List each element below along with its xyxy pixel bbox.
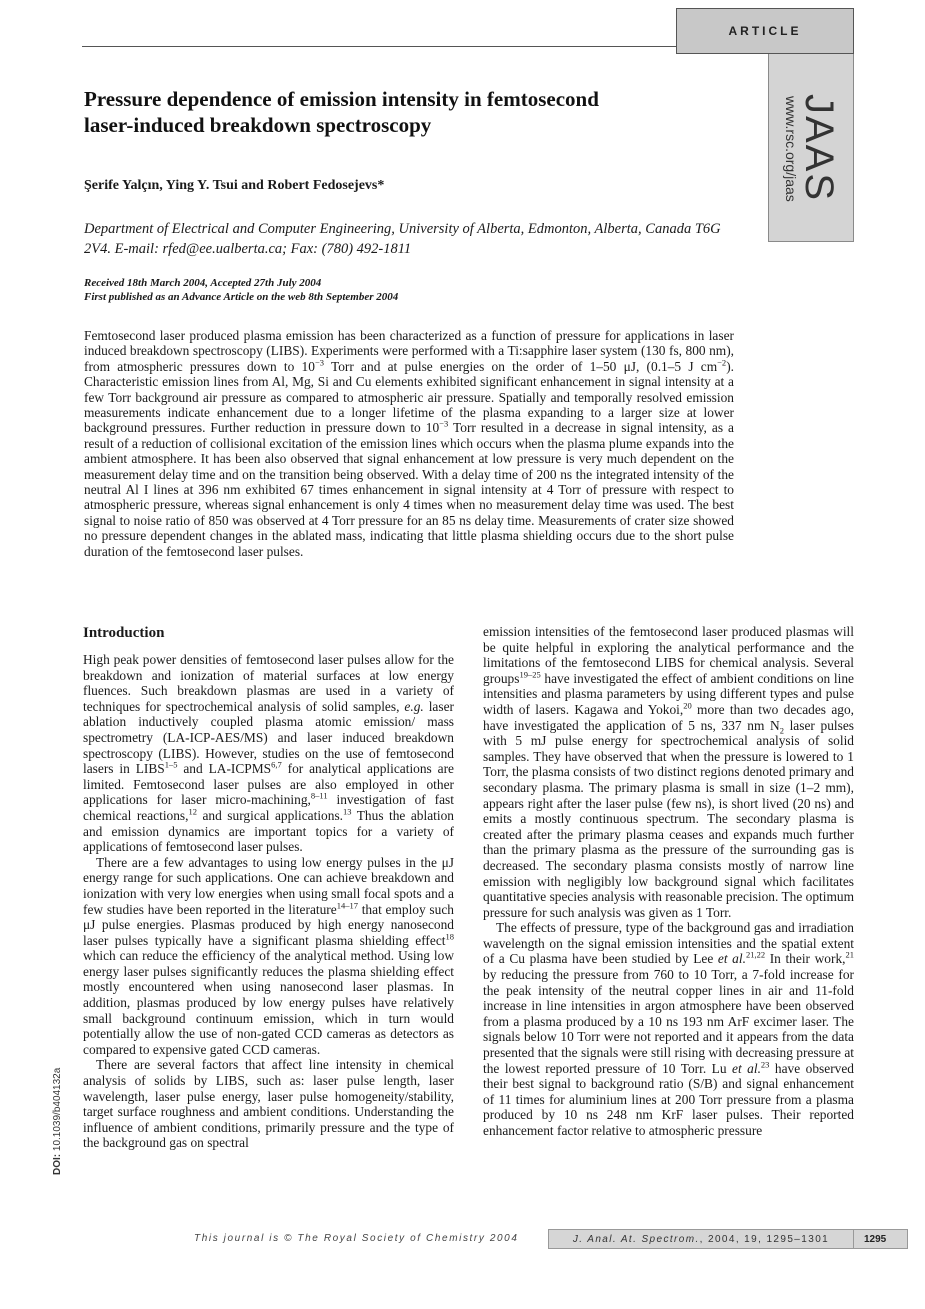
doi-value[interactable]: 10.1039/b404132a bbox=[52, 1067, 63, 1152]
footer-citation: J. Anal. At. Spectrom. , 2004, 19, 1295–1301 bbox=[548, 1229, 854, 1249]
dates bbox=[84, 276, 398, 304]
body-column-left bbox=[83, 624, 454, 1151]
body-column-right bbox=[483, 624, 854, 1139]
affiliation: Department of Electrical and Computer Engineering, University of Alberta, Edmonton, Alberta, Canada T6G 2V4. E-mail: rfed@ee.ualberta.ca; Fax: (780) 492-1811 bbox=[84, 221, 721, 257]
authors: Şerife Yalçın, Ying Y. Tsui and Robert Fedosejevs* bbox=[84, 178, 385, 193]
abstract: Femtosecond laser produced plasma emission has been characterized as a function of pressure for applications in laser induced breakdown spectroscopy (LIBS). Experiments were performed with a Ti:sapphire laser system (130 fs, 800 nm), from atmospheric pressures down to $10^{-3}$ Torr and at pulse energies on the order of 1–50 μJ, (0.1–5 J $cm^{-2}$). Characteristic emission lines from Al, Mg, Si and Cu elements exhibited significant enhancement in signal intensity at a few Torr background air pressure as compared to atmospheric air pressure. Spatially and temporally resolved emission measurements indicate enhancement due to a longer lifetime of the plasma expanding to a larger size at lower background pressures. Further reduction in pressure down to $10^{-3}$ Torr resulted in a decrease in signal intensity, as a result of a reduction of collisional excitation of the emission lines which occurs when the plasma plume expands into the ambient atmosphere. It has been also observed that signal enhancement at low pressure is very much dependent on the measurement delay time and on the transition being observed. With a delay time of 200 ns the integrated intensity of the neutral Al I lines at 396 nm exhibited 67 times enhancement in signal intensity at 4 Torr of pressure with respect to atmospheric pressure, whereas signal enhancement is only 4 times when no measurement delay time was used. The best signal to noise ratio of 850 was observed at 4 Torr pressure for an 85 ns delay time. Measurements of crater size showed no pressure dependent changes in the ablated mass, indicating that little plasma shielding occurs due to the short pulse duration of the femtosecond laser pulses. bbox=[84, 328, 734, 559]
doi-label: DOI: bbox=[52, 1153, 63, 1175]
paragraph: There are a few advantages to using low energy pulses in the μJ energy range for such applications. One can achieve breakdown and ionization with very low energies when using small focal spots and a few studies have been reported in the literature$^{14-17}$ that employ such μJ pulse energies. Plasmas produced by high energy nanosecond laser pulses typically have a significant plasma shielding effect$^{18}$ which can reduce the efficiency of the analytical method. Using low energy laser pulses significantly reduces the plasma shielding effect mostly encountered when using nanosecond laser plasmas. In addition, plasmas produced by low energy pulses have relatively small background continuum emission, which in turn would potentially allow the use of non-gated CCD cameras as detectors as compared to expensive gated CCD cameras. bbox=[83, 854, 454, 1057]
paragraph: emission intensities of the femtosecond laser produced plasmas will be quite helpful in exploring the analytical performance and the limitations of the femtosecond LIBS for chemical analysis. Several groups$^{19-25}$ have investigated the effect of ambient conditions on line intensities and plasma parameters by using different types and pulse width of lasers. Kagawa and Yokoi,$^{20}$ more than two decades ago, have investigated the application of 5 ns, 337 nm $N_2$ laser pulses with 5 mJ pulse energy for spectrochemical analysis of solid samples. They have observed that when the pressure is lowered to 1 Torr, the plasma consists of two distinct regions denoted primary and secondary plasma. The primary plasma is small in size (1–2 mm), appears right after the laser pulse (few ns), is short lived (20 ns) and emits a mostly continuous spectrum. The secondary plasma is created after the primary plasma ceases and expands much further than the primary plasma as the pressure of the surrounding gas is decreased. The secondary plasma consists mostly of narrow line emission with negligibly low background signal which facilitates quantitative species analysis with reasonable precision. The optimum pressure for such analysis was given as 1 Torr. bbox=[483, 624, 854, 920]
published-date: First published as an Advance Article on the web 8th September 2004 bbox=[84, 291, 399, 303]
title-line-1: Pressure dependence of emission intensity in femtosecond bbox=[84, 87, 599, 111]
article-title bbox=[84, 86, 684, 138]
received-date: Received 18th March 2004, Accepted 27th July 2004 bbox=[84, 277, 322, 289]
section-label: ARTICLE bbox=[676, 8, 854, 54]
paragraph: There are several factors that affect line intensity in chemical analysis of solids by LIBS, such as: laser pulse length, laser wavelength, laser pulse energy, laser pulse homogeneity/stability, target surface roughness and ambient conditions. Understanding the influence of ambient conditions, primarily pressure and the type of the background gas on spectral bbox=[83, 1057, 454, 1151]
journal-url[interactable]: www.rsc.org/jaas bbox=[783, 95, 799, 202]
footer-copyright: This journal is © The Royal Society of Chemistry 2004 bbox=[194, 1233, 519, 1244]
paragraph: High peak power densities of femtosecond laser pulses allow for the breakdown and ionization of material surfaces at low energy fluences. Such breakdown plasmas are used in a variety of techniques for spectrochemical analysis of solid samples, e.g. laser ablation inductively coupled plasma atomic emission/ mass spectrometry (LA-ICP-AES/MS) and laser induced breakdown spectroscopy (LIBS). However, studies on the use of femtosecond lasers in LIBS$^{1-5}$ and LA-ICPMS$^{6,7}$ for analytical applications are limited. Femtosecond laser pulses are also employed in other applications for laser micro-machining,$^{8-11}$ investigation of fast chemical reactions,$^{12}$ and surgical applications.$^{13}$ Thus the ablation and emission dynamics are important topics for a variety of applications of femtosecond laser pulses. bbox=[83, 652, 454, 855]
title-line-2: laser-induced breakdown spectroscopy bbox=[84, 113, 432, 137]
header-rule bbox=[82, 46, 678, 47]
section-heading: Introduction bbox=[83, 625, 165, 641]
journal-sidebar bbox=[768, 54, 854, 242]
journal-abbrev: JAAS bbox=[797, 93, 841, 202]
page-number: 1295 bbox=[854, 1229, 908, 1249]
paragraph: The effects of pressure, type of the background gas and irradiation wavelength on the signal emission intensities and the spatial extent of a Cu plasma have been studied by Lee et al.$^{21,22}$ In their work,$^{21}$ by reducing the pressure from 760 to 10 Torr, a 7-fold increase for the peak intensity of the neutral copper lines in air and 11-fold increase in line intensities in argon atmosphere have been observed from a plasma produced by a 10 ns 193 nm ArF excimer laser. The signals below 10 Torr were not reported and it appears from the data presented that the signals were still rising with decreasing pressure at the lowest reported pressure of 10 Torr. Lu et al.$^{23}$ have observed their best signal to background ratio (S/B) and signal enhancement of 11 times for aluminium lines at 200 Torr pressure from a plasma produced by 10 ns 248 nm KrF laser pulses. Their reported enhancement factor relative to atmospheric pressure bbox=[483, 920, 854, 1138]
